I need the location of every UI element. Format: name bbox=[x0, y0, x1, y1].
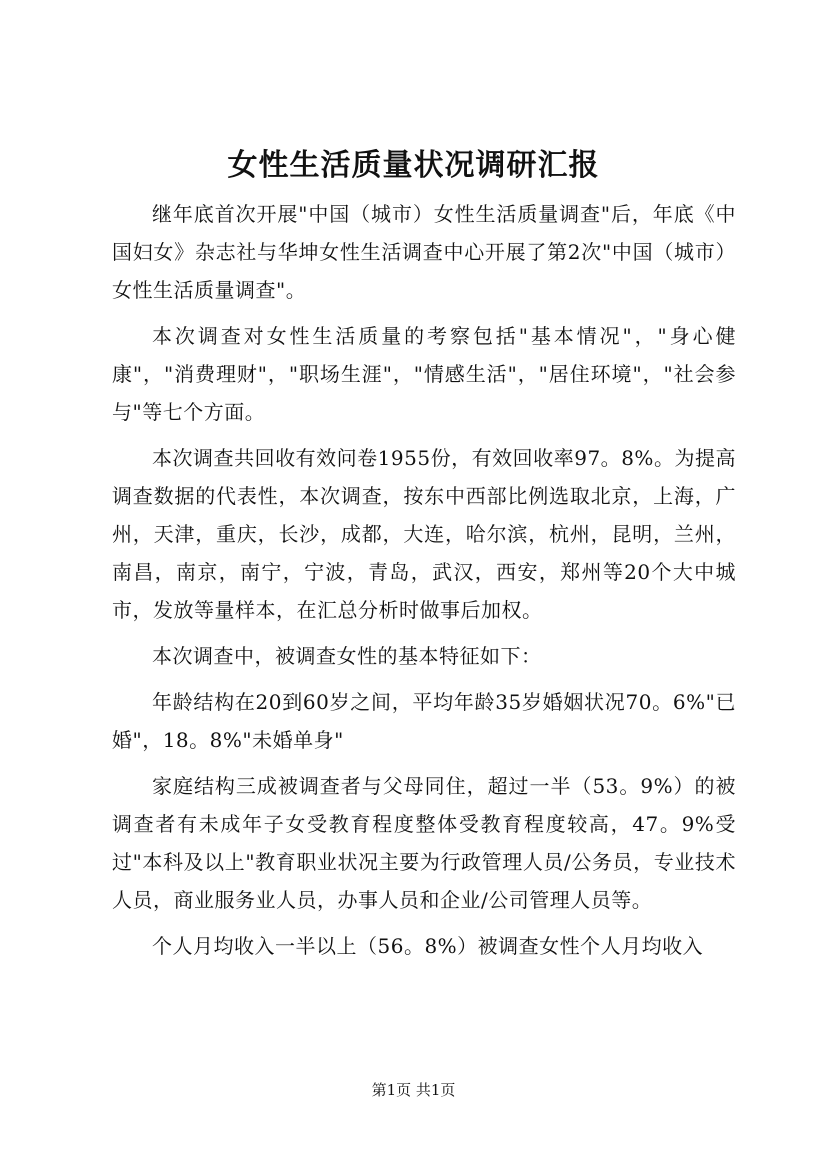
paragraph-sample: 本次调查共回收有效问卷1955份，有效回收率97。8%。为提高调查数据的代表性，本次调查，按东中西部比例选取北京，上海，广州，天津，重庆，长沙，成都，大连，哈尔滨，杭州，昆明，兰州，南昌，南京，南宁，宁波，青岛，武汉，西安，郑州等20个大中城市，发放等量样本，在汇总分析时做事后加权。 bbox=[112, 446, 736, 622]
paragraph-income: 个人月均收入一半以上（56。8%）被调查女性个人月均收入 bbox=[152, 934, 704, 958]
paragraph-family-education: 家庭结构三成被调查者与父母同住，超过一半（53。9%）的被调查者有未成年子女受教育程度整体受教育程度较高，47。9%受过"本科及以上"教育职业状况主要为行政管理人员/公务员，专业技术人员，商业服务业人员，办事人员和企业/公司管理人员等。 bbox=[112, 774, 736, 912]
paragraph-features-intro: 本次调查中，被调查女性的基本特征如下： bbox=[152, 644, 542, 668]
document-body bbox=[112, 195, 736, 973]
paragraph-intro: 继年底首次开展"中国（城市）女性生活质量调查"后，年底《中国妇女》杂志社与华坤女性生活调查中心开展了第2次"中国（城市）女性生活质量调查"。 bbox=[112, 202, 736, 302]
page-number-footer: 第1页 共1页 bbox=[371, 1081, 456, 1099]
paragraph-survey-scope: 本次调查对女性生活质量的考察包括"基本情况"，"身心健康"，"消费理财"，"职场生涯"，"情感生活"，"居住环境"，"社会参与"等七个方面。 bbox=[112, 324, 736, 424]
document-title: 女性生活质量状况调研汇报 bbox=[227, 148, 600, 183]
paragraph-age-marriage: 年龄结构在20到60岁之间，平均年龄35岁婚姻状况70。6%"已婚"，18。8%"未婚单身" bbox=[112, 690, 736, 752]
